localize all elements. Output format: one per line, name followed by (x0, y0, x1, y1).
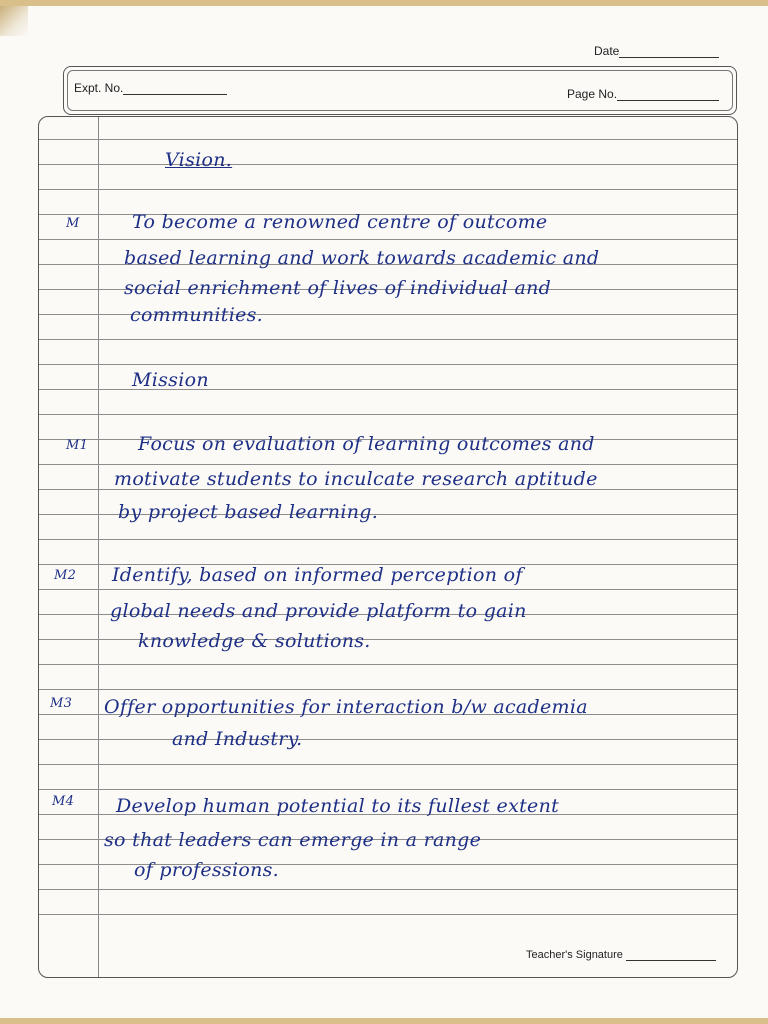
ruled-line (39, 239, 737, 240)
mission-line: so that leaders can emerge in a range (104, 829, 482, 851)
vision-heading: Vision. (165, 149, 233, 171)
expt-no-field (74, 81, 227, 95)
mission-line: global needs and provide platform to gain (110, 600, 527, 622)
vision-line: communities. (130, 304, 264, 326)
vision-marker: M (66, 216, 80, 231)
teacher-signature-label: Teacher's Signature (526, 949, 623, 961)
ruled-line (39, 539, 737, 540)
mission-label-m3: M3 (50, 696, 73, 711)
expt-no-label: Expt. No. (74, 81, 124, 95)
vision-line: To become a renowned centre of outcome (132, 211, 548, 233)
page-no-line (617, 90, 719, 101)
ruled-line (39, 464, 737, 465)
ruled-line (39, 914, 737, 915)
date-field (594, 44, 719, 58)
ruled-line (39, 589, 737, 590)
teacher-signature-field (526, 949, 716, 961)
mission-line: and Industry. (172, 728, 303, 750)
ruled-line (39, 664, 737, 665)
mission-line: Identify, based on informed perception of (112, 564, 523, 586)
mission-line: knowledge & solutions. (138, 630, 371, 652)
vision-line: based learning and work towards academic and (124, 247, 600, 269)
vision-line: social enrichment of lives of individual and (124, 277, 552, 299)
ruled-line (39, 339, 737, 340)
page-fold (0, 6, 28, 36)
ruled-line (39, 889, 737, 890)
ruled-line (39, 139, 737, 140)
expt-no-line (123, 84, 227, 95)
margin-line (98, 117, 99, 977)
mission-heading: Mission (132, 369, 209, 391)
ruled-line (39, 364, 737, 365)
ruled-line (39, 189, 737, 190)
ruled-line (39, 789, 737, 790)
ruled-line (39, 414, 737, 415)
ruled-line (39, 689, 737, 690)
mission-label-m1: M1 (66, 438, 89, 453)
page-no-label: Page No. (567, 87, 618, 101)
ruled-line (39, 739, 737, 740)
date-line (619, 47, 719, 58)
ruled-line (39, 764, 737, 765)
mission-label-m2: M2 (54, 568, 77, 583)
mission-line: of professions. (134, 859, 280, 881)
mission-line: by project based learning. (118, 501, 379, 523)
mission-line: Focus on evaluation of learning outcomes and (138, 433, 595, 455)
mission-line: Offer opportunities for interaction b/w academia (104, 696, 588, 718)
mission-label-m4: M4 (52, 794, 75, 809)
mission-line: Develop human potential to its fullest extent (116, 795, 560, 817)
notebook-page (0, 6, 768, 1018)
mission-line: motivate students to inculcate research aptitude (114, 468, 598, 490)
ruled-line (39, 164, 737, 165)
date-label: Date (594, 44, 620, 58)
page-no-field (567, 87, 719, 101)
teacher-signature-line (626, 950, 716, 961)
